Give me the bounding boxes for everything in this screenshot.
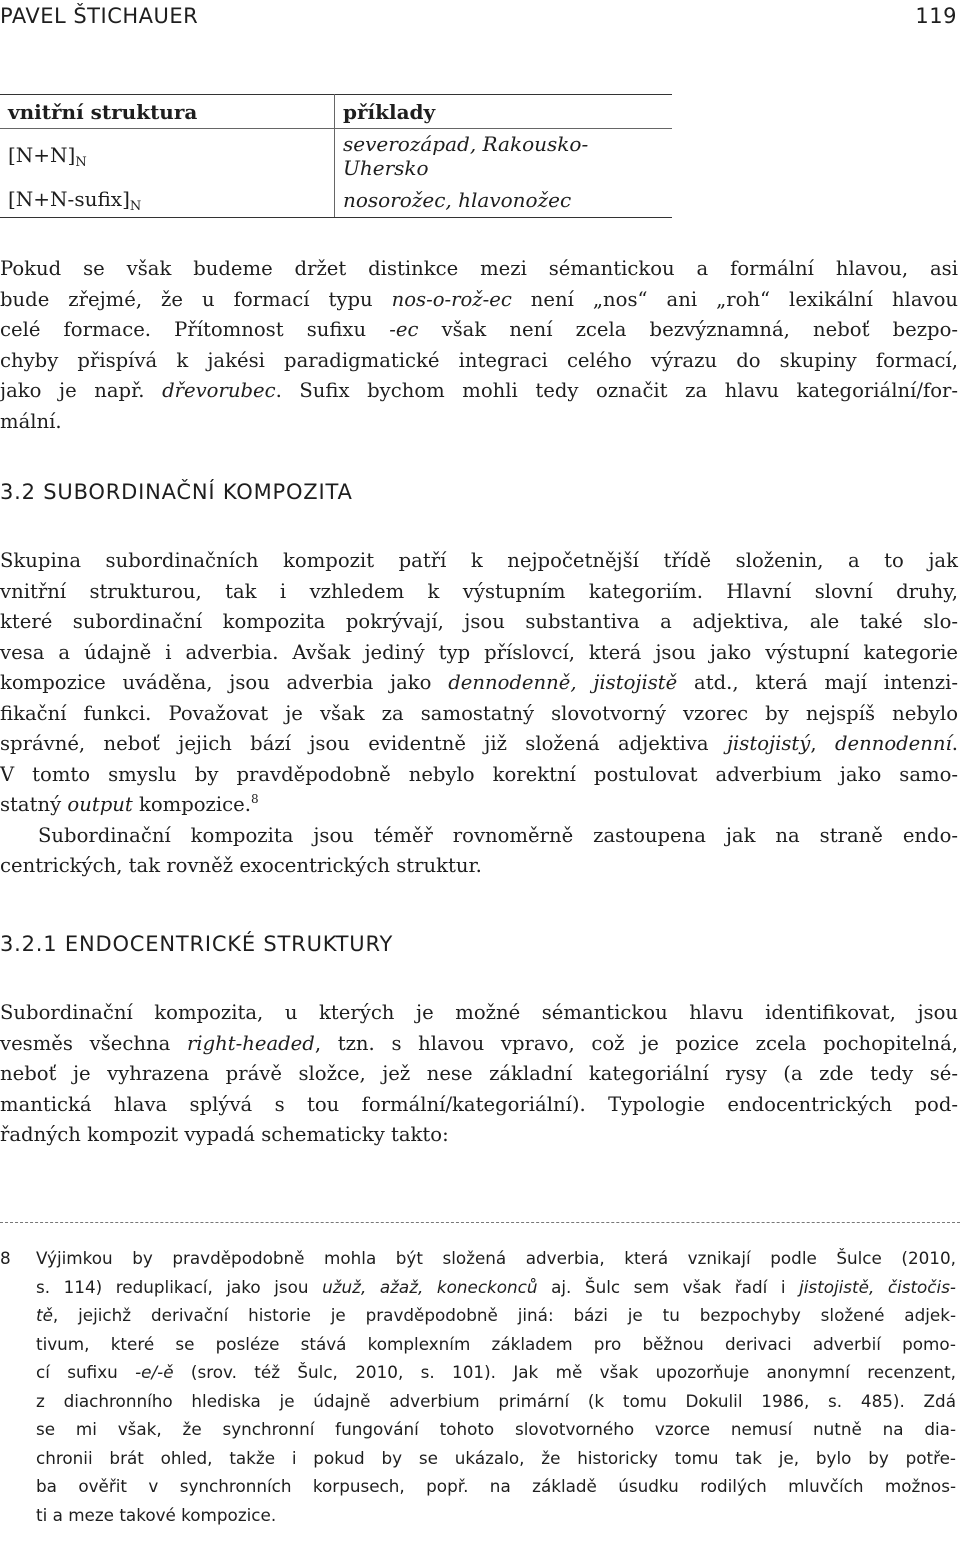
table-cell-structure xyxy=(0,129,335,184)
table-cell-structure xyxy=(0,183,335,218)
table-cell-examples: nosorožec, hlavonožec xyxy=(335,183,673,218)
text-line: s. 114) reduplikací, jako jsou užuž, ažaž, koneckonců aj. Šulc sem však řadí i jistojistě, čistočis- xyxy=(36,1276,956,1297)
text-line: tivum, které se posléze stává komplexním základem pro běžnou derivaci adverbií pomo- xyxy=(36,1333,956,1354)
table-header-row xyxy=(0,95,672,129)
structure-formula: [N+N] xyxy=(8,142,76,167)
text-line: jako je např. dřevorubec. Sufix bychom mohli tedy označit za hlavu kategoriální/for- xyxy=(0,379,958,402)
footnote-divider xyxy=(0,1222,960,1223)
text-line: ba ověřit v synchronních korpusech, popř. na základě úsudku rodilých mluvčích možnos- xyxy=(36,1476,956,1496)
text-line: tě, jejichž derivační historie je pravděpodobně jiná: bázi je tu bezpochyby složené adjek- xyxy=(36,1305,956,1325)
text-line: V tomto smyslu by pravděpodobně nebylo korektní postulovat adverbium jako samo- xyxy=(0,762,958,786)
text-line: mantická hlava splývá s tou formální/kategoriální). Typologie endocentrických pod- xyxy=(0,1092,958,1116)
text-line: chronii brát ohled, takže i pokud by se ukázalo, že historicky tomu tak je, bylo by potře- xyxy=(36,1447,956,1468)
table-cell-examples: severozápad, Rakousko-Uhersko xyxy=(343,132,589,180)
table-header-examples: příklady xyxy=(335,95,673,129)
text-line: chyby přispívá k jakési paradigmatické integraci celého výrazu do skupiny formací, xyxy=(0,348,958,372)
text-line: celé formace. Přítomnost sufixu -ec však není zcela bezvýznamná, neboť bezpo- xyxy=(0,318,958,341)
text-line: z diachronního hlediska je údajně adverbium primární (k tomu Dokulil 1986, s. 485). Zdá xyxy=(36,1390,956,1411)
paragraph-2 xyxy=(0,546,958,882)
table-row xyxy=(0,183,672,218)
text-line: centrických, tak rovněž exocentrických struktur. xyxy=(0,854,482,877)
paragraph-3 xyxy=(0,998,958,1151)
text-line: Výjimkou by pravděpodobně mohla být složená adverbia, která vznikají podle Šulce (2010, xyxy=(36,1248,956,1268)
table-header-structure: vnitřní struktura xyxy=(0,95,335,129)
text-line: kompozice uváděna, jsou adverbia jako dennodenně, jistojistě atd., která mají intenzi- xyxy=(0,671,958,694)
text-line: Skupina subordinačních kompozit patří k nejpočetnější třídě složenin, a to jak xyxy=(0,549,958,572)
text-line: bude zřejmé, že u formací typu nos-o-rož-ec není „nos“ ani „roh“ lexikální hlavou xyxy=(0,287,958,311)
paragraph-1 xyxy=(0,254,958,437)
structure-subscript: N xyxy=(129,198,142,214)
section-heading-3-2: 3.2 SUBORDINAČNÍ KOMPOZITA xyxy=(0,480,353,504)
running-header xyxy=(0,0,960,40)
text-line: které subordinační kompozita pokrývají, jsou substantiva a adjektiva, ale také slo- xyxy=(0,610,958,633)
footnote-reference[interactable]: 8 xyxy=(250,792,259,806)
text-line: vesměs všechna right-headed, tzn. s hlavou vpravo, což je pozice zcela pochopitelná, xyxy=(0,1031,958,1055)
text-line: fikační funkci. Považovat je však za samostatný slovotvorný vzorec by nejspíš nebylo xyxy=(0,701,958,725)
section-heading-3-2-1: 3.2.1 ENDOCENTRICKÉ STRUKTURY xyxy=(0,932,394,956)
compound-structure-table xyxy=(0,94,672,218)
text-line: Subordinační kompozita jsou téměř rovnoměrně zastoupena jak na straně endo- xyxy=(38,823,958,847)
footnote-body xyxy=(36,1244,956,1529)
text-line: mální. xyxy=(0,409,62,433)
text-line: neboť je vyhrazena právě složce, jež nese základní kategoriální rysy (a zde tedy sé- xyxy=(0,1062,958,1085)
text-line: statný output kompozice.$^8$ xyxy=(0,792,259,816)
page-number: 119 xyxy=(915,4,957,28)
text-line: řadných kompozit vypadá schematicky takto: xyxy=(0,1123,449,1146)
text-line: vesa a údajně i adverbia. Avšak jediný typ příslovcí, která jsou jako výstupní kategorie xyxy=(0,640,958,664)
text-line: se mi však, že synchronní fungování tohoto slovotvorného vzorce nemusí nutně na dia- xyxy=(36,1419,956,1439)
text-line: správné, neboť jejich bází jsou evidentně již složená adjektiva jistojistý, dennodenní. xyxy=(0,732,958,755)
structure-subscript: N xyxy=(75,154,87,170)
text-line: vnitřní strukturou, tak i vzhledem k výstupním kategoriím. Hlavní slovní druhy, xyxy=(0,579,958,603)
structure-formula: [N+N-sufix] xyxy=(8,186,130,211)
text-line: Subordinační kompozita, u kterých je možné sémantickou hlavu identifikovat, jsou xyxy=(0,1001,958,1024)
footnote-number: 8 xyxy=(0,1248,11,1268)
table-row xyxy=(0,129,672,184)
running-header-author: PAVEL ŠTICHAUER xyxy=(0,4,199,28)
text-line: cí sufixu -e/-ě (srov. též Šulc, 2010, s. 101). Jak mě však upozorňuje anonymní recenzent, xyxy=(36,1362,957,1382)
text-line: Pokud se však budeme držet distinkce mezi sémantickou a formální hlavou, asi xyxy=(0,257,958,280)
text-line: ti a meze takové kompozice. xyxy=(36,1504,277,1525)
